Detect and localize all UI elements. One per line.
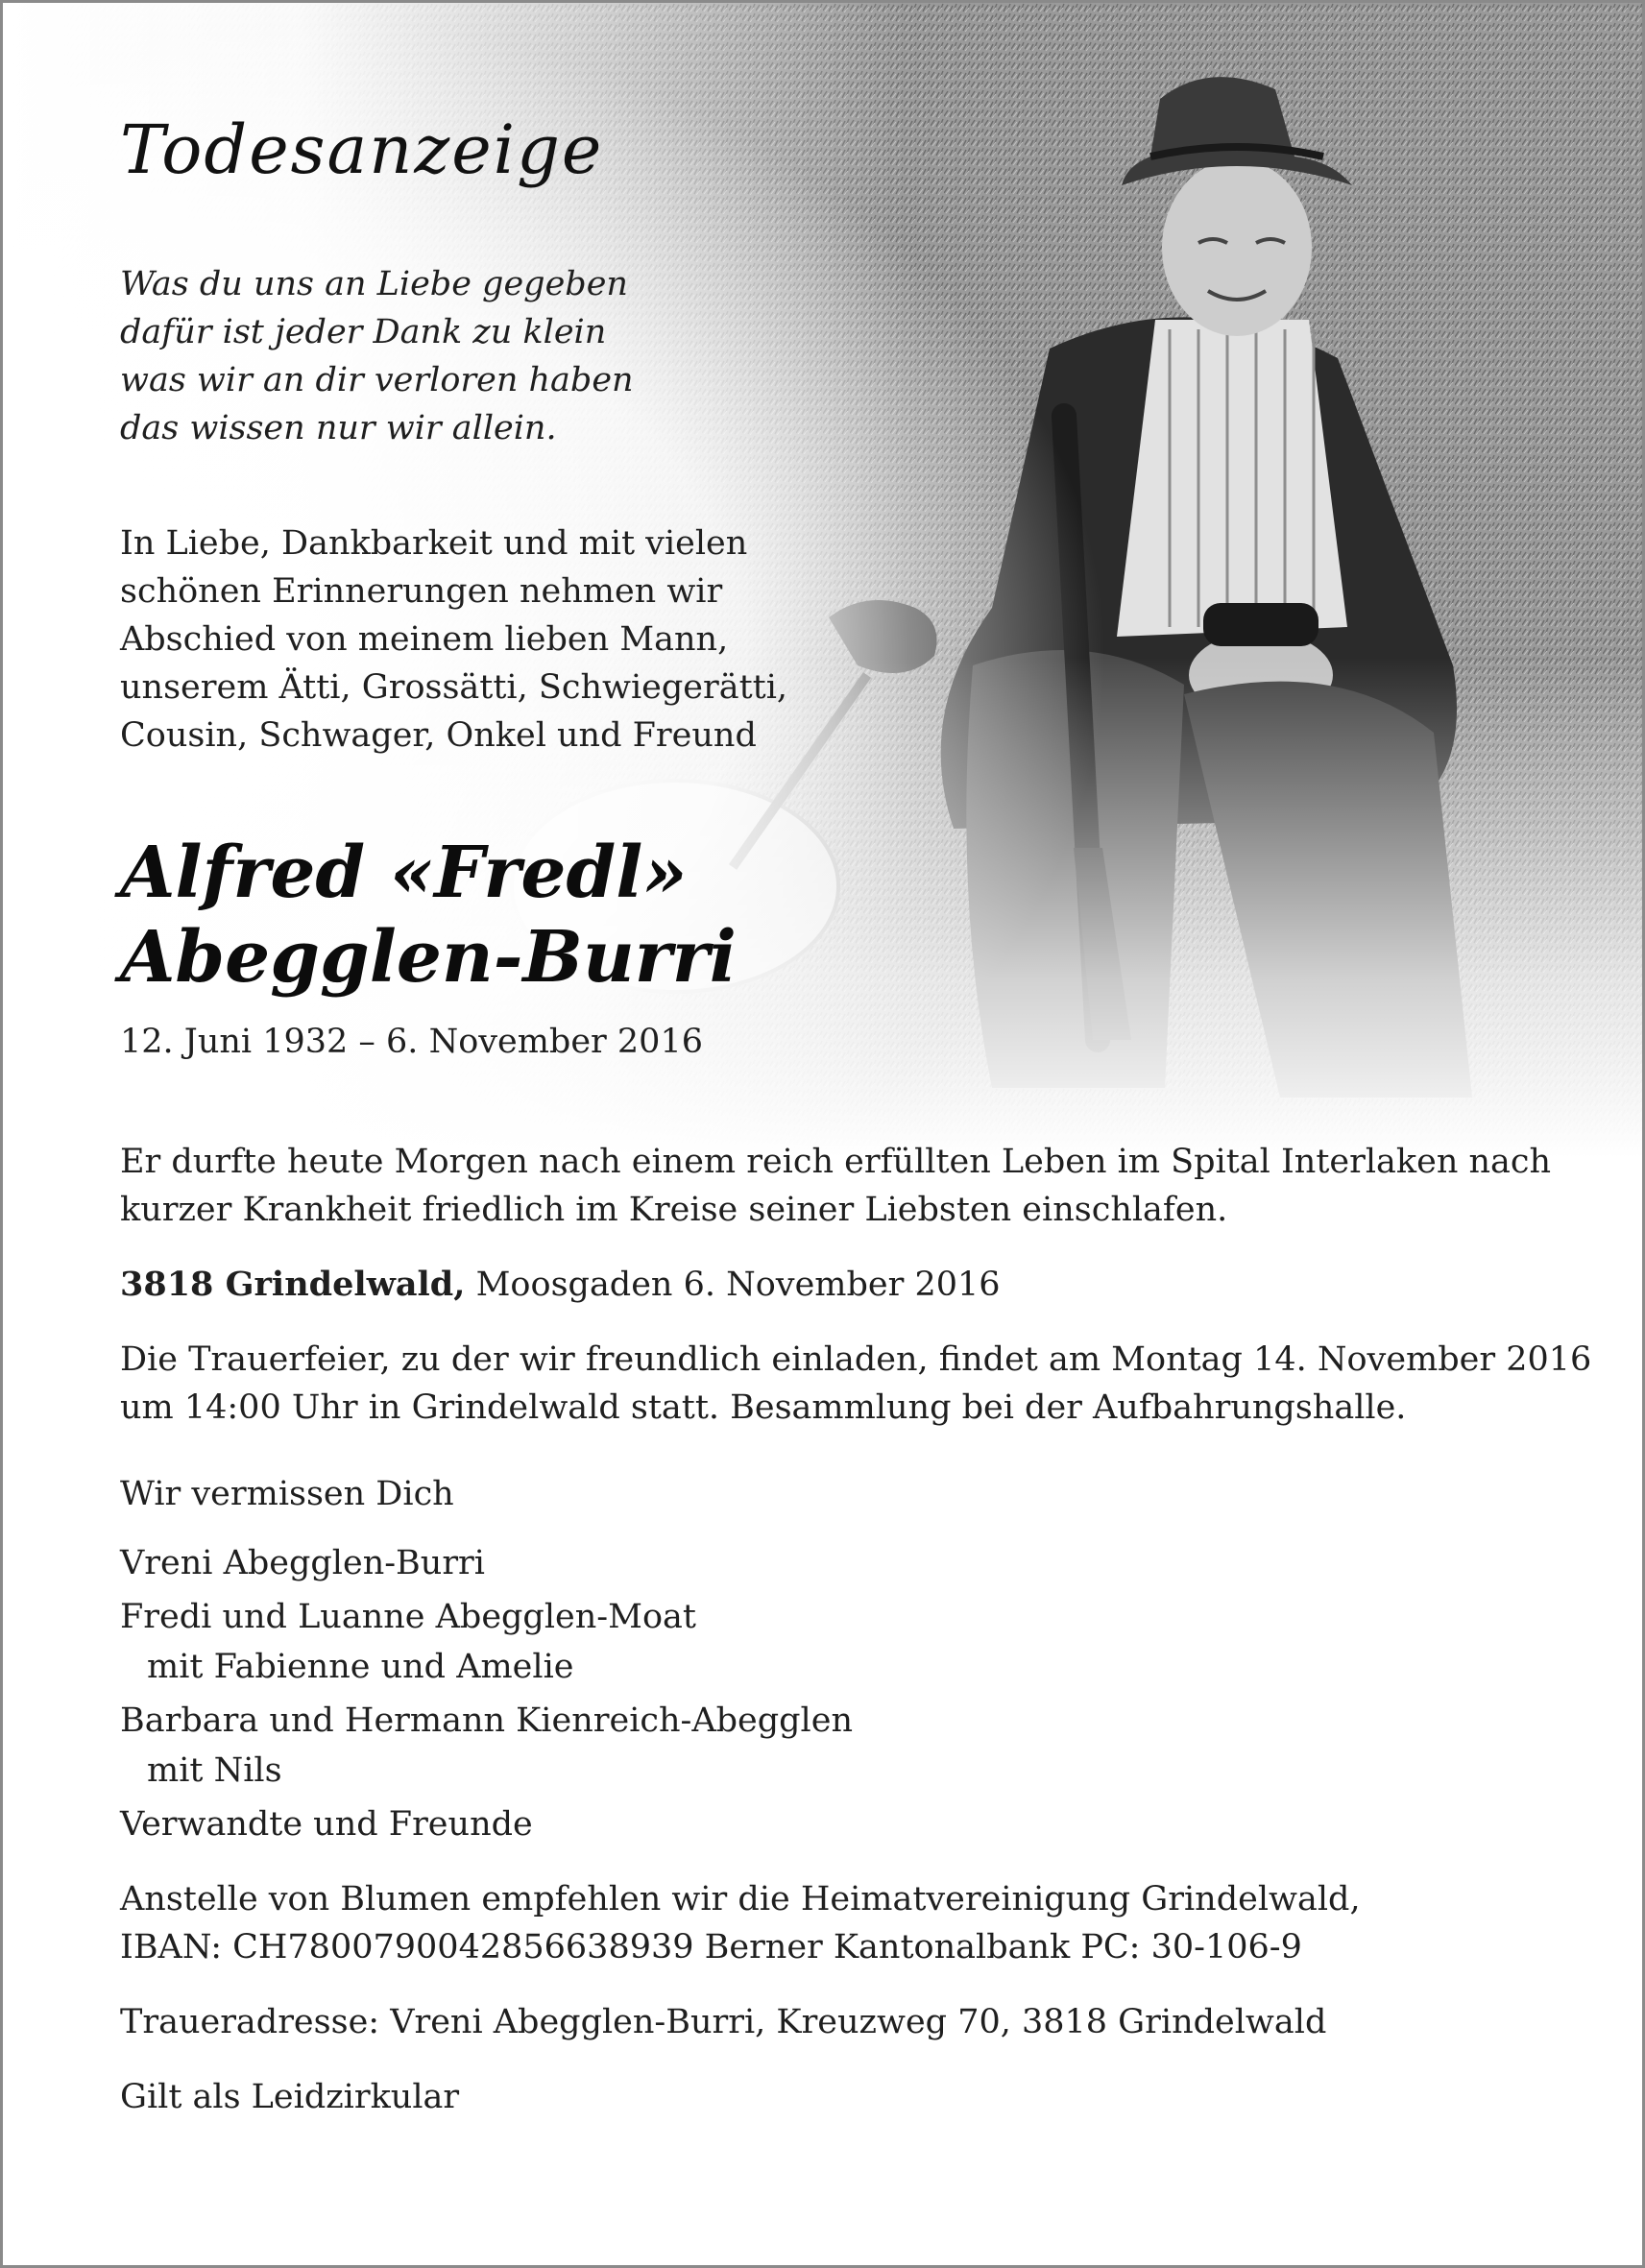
place-rest: Moosgaden 6. November 2016 [465, 1266, 1001, 1304]
name-line-2: Abegglen-Burri [120, 916, 737, 999]
page-title: Todesanzeige [120, 110, 604, 189]
donation-line: Anstelle von Blumen empfehlen wir die Heimatvereinigung Grindelwald, [120, 1880, 1361, 1918]
place-bold: 3818 Grindelwald, [120, 1265, 466, 1304]
funeral-info [120, 1336, 1592, 1432]
family-member: mit Fabienne und Amelie [147, 1648, 574, 1686]
intro-line: unserem Ätti, Grossätti, Schwiegerätti, [120, 668, 788, 707]
deceased-name [120, 831, 737, 1000]
mourning-address: Traueradresse: Vreni Abegglen-Burri, Kreuzweg 70, 3818 Grindelwald [120, 2003, 1327, 2041]
intro-line: schönen Erinnerungen nehmen wir [120, 572, 723, 611]
family-member: Barbara und Hermann Kienreich-Abegglen [120, 1701, 854, 1740]
notice-body [120, 1138, 1592, 2148]
death-notice-line: Er durfte heute Morgen nach einem reich erfüllten Leben im Spital Interlaken nach [120, 1143, 1552, 1181]
donation-line: IBAN: CH7800790042856638939 Berner Kantonalbank PC: 30-106-9 [120, 1928, 1302, 1966]
circular-note: Gilt als Leidzirkular [120, 2078, 460, 2116]
poem-line: Was du uns an Liebe gegeben [120, 265, 628, 303]
place-date [120, 1261, 1541, 1309]
donation-info [120, 1875, 1541, 1971]
family-member: Vreni Abegglen-Burri [120, 1544, 485, 1582]
death-notice [120, 1138, 1552, 1234]
poem-line: das wissen nur wir allein. [120, 409, 557, 447]
family-list [120, 1539, 1541, 1848]
death-notice-line: kurzer Krankheit friedlich im Kreise seiner Liebsten einschlafen. [120, 1191, 1228, 1229]
poem-line: dafür ist jeder Dank zu klein [120, 313, 607, 351]
life-dates: 12. Juni 1932 – 6. November 2016 [120, 1023, 703, 1061]
name-line-1: Alfred «Fredl» [120, 832, 688, 914]
miss-you: Wir vermissen Dich [120, 1475, 454, 1513]
intro-line: Cousin, Schwager, Onkel und Freund [120, 716, 757, 755]
funeral-line: um 14:00 Uhr in Grindelwald statt. Besammlung bei der Aufbahrungshalle. [120, 1388, 1407, 1427]
family-member: mit Nils [147, 1751, 282, 1790]
intro-line: Abschied von meinem lieben Mann, [120, 620, 729, 659]
poem-line: was wir an dir verloren haben [120, 361, 634, 399]
intro-line: In Liebe, Dankbarkeit und mit vielen [120, 524, 748, 563]
intro-text [120, 519, 787, 760]
family-member: Verwandte und Freunde [120, 1805, 533, 1844]
family-member: Fredi und Luanne Abegglen-Moat [120, 1598, 696, 1636]
funeral-line: Die Trauerfeier, zu der wir freundlich einladen, findet am Montag 14. November 2016 [120, 1340, 1592, 1379]
poem [120, 260, 634, 452]
